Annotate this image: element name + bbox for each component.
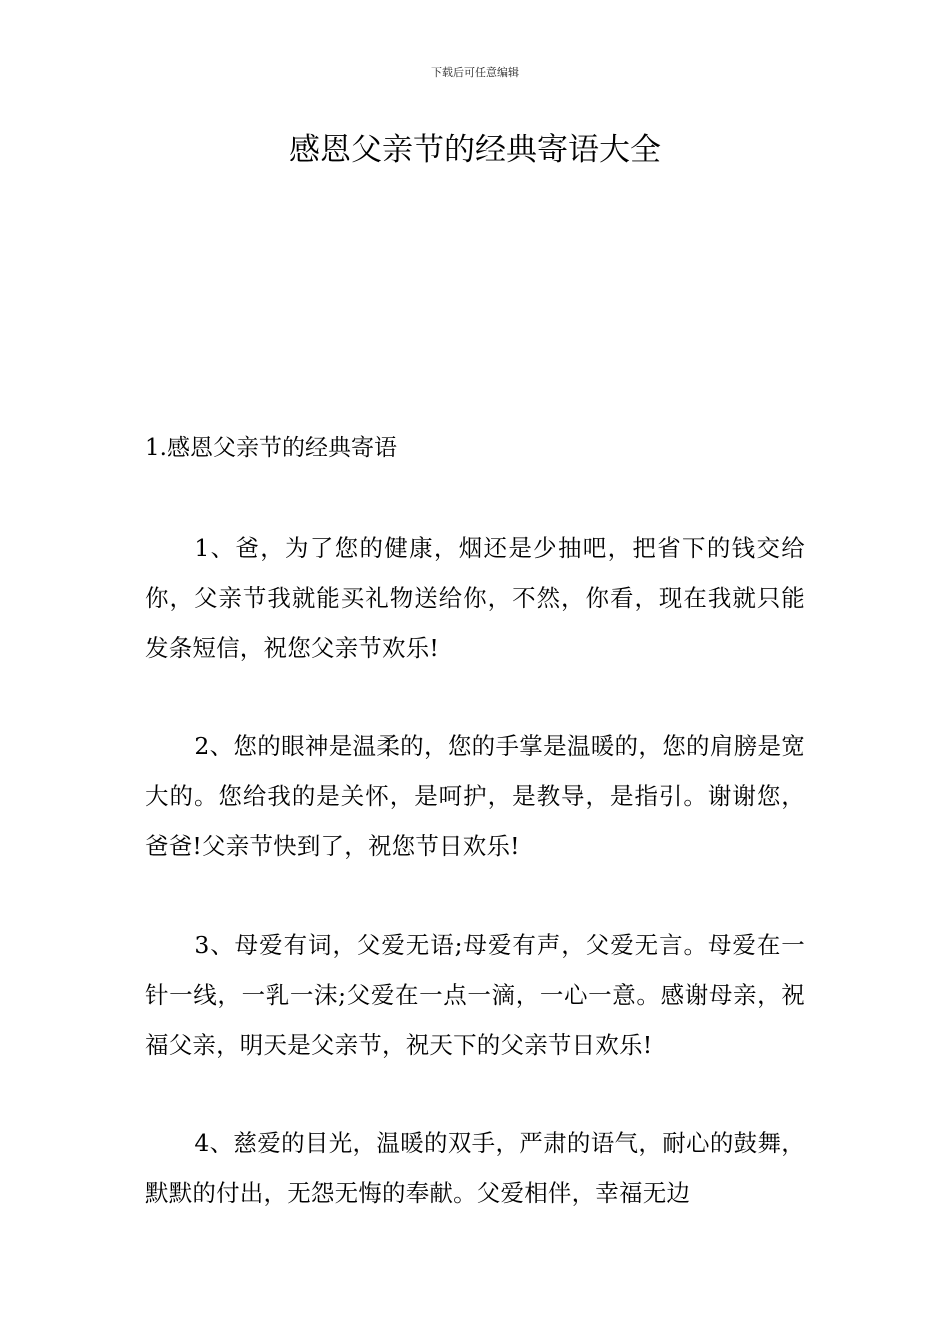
header-note: 下载后可任意编辑 — [431, 66, 519, 79]
section-heading: 1.感恩父亲节的经典寄语 — [145, 435, 397, 461]
paragraph-3: 3、母爱有词，父爱无语;母爱有声，父爱无言。母爱在一针一线，一乳一沫;父爱在一点一滴，一心一意。感谢母亲，祝福父亲，明天是父亲节，祝天下的父亲节日欢乐! — [145, 931, 805, 1059]
paragraph-1: 1、爸，为了您的健康，烟还是少抽吧，把省下的钱交给你，父亲节我就能买礼物送给你，不然，你看，现在我就只能发条短信，祝您父亲节欢乐! — [145, 534, 805, 662]
paragraph-4: 4、慈爱的目光，温暖的双手，严肃的语气，耐心的鼓舞，默默的付出，无怨无悔的奉献。父爱相伴，幸福无边 — [145, 1129, 805, 1207]
document-title: 感恩父亲节的经典寄语大全 — [289, 132, 661, 168]
paragraph-2: 2、您的眼神是温柔的，您的手掌是温暖的，您的肩膀是宽大的。您给我的是关怀，是呵护，是教导，是指引。谢谢您，爸爸!父亲节快到了，祝您节日欢乐! — [145, 732, 805, 860]
